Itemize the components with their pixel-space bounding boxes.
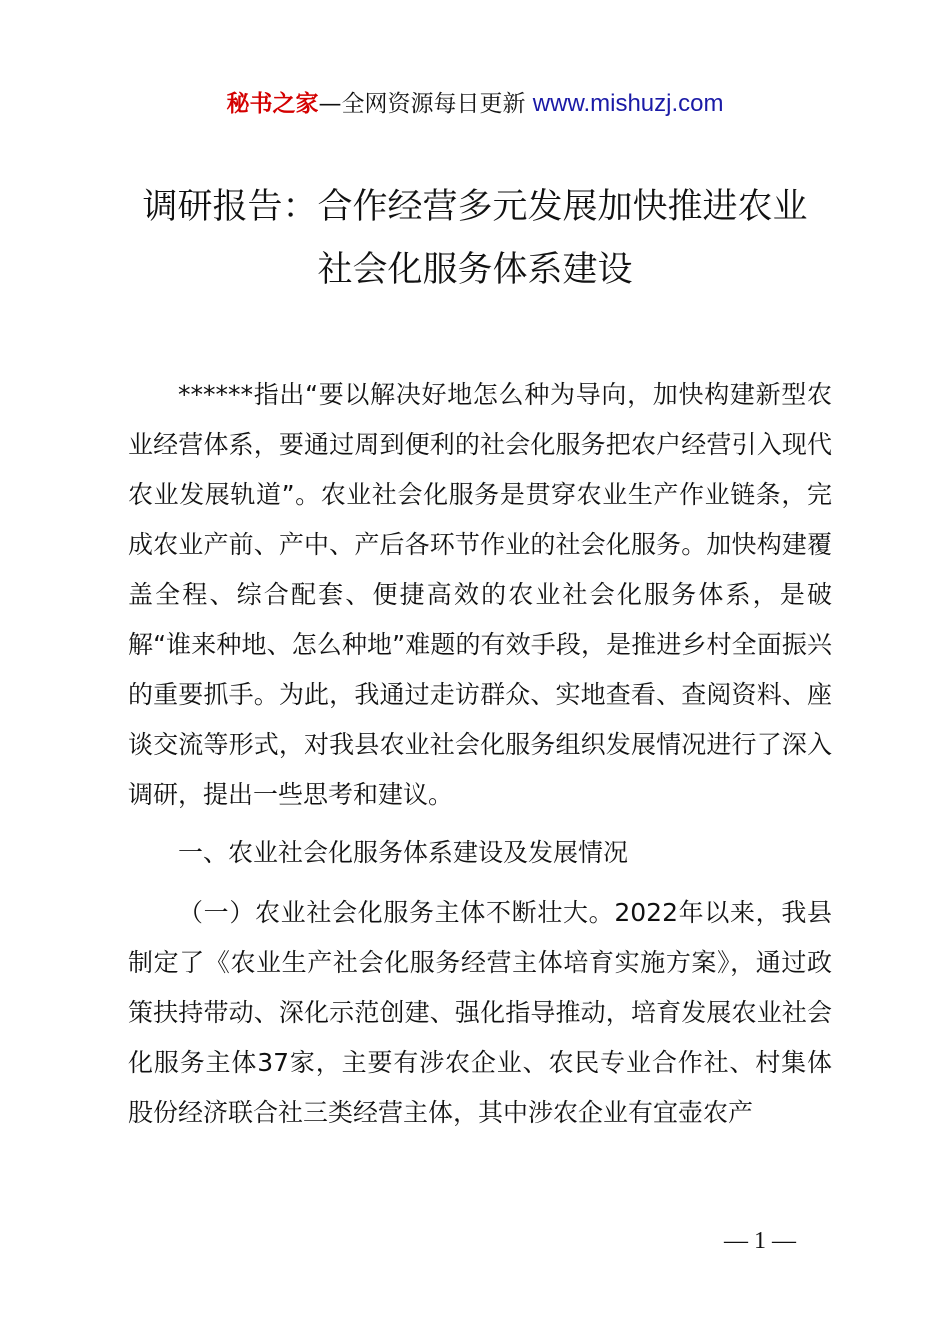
document-body <box>128 370 832 1138</box>
document-title-line-2: 社会化服务体系建设 <box>317 250 633 290</box>
page-number: — 1 — <box>724 1228 796 1254</box>
header-tagline: —全网资源每日更新 <box>318 91 526 117</box>
subsection-paragraph: （一）农业社会化服务主体不断壮大。2022年以来，我县制定了《农业生产社会化服务经营主体培育实施方案》，通过政策扶持带动、深化示范创建、强化指导推动，培育发展农业社会化服务主体37家，主要有涉农企业、农民专业合作社、村集体股份经济联合社三类经营主体，其中涉农企业有宜壶农产 <box>128 898 832 1127</box>
brand-name: 秘书之家 <box>226 91 319 117</box>
document-title-line-1: 调研报告：合作经营多元发展加快推进农业 <box>142 187 808 227</box>
site-header <box>0 88 950 120</box>
site-url-link[interactable]: www.mishuzj.com <box>532 90 724 117</box>
section-heading: 一、农业社会化服务体系建设及发展情况 <box>178 838 629 867</box>
intro-paragraph: ******指出“要以解决好地怎么种为导向，加快构建新型农业经营体系，要通过周到便利的社会化服务把农户经营引入现代农业发展轨道”。农业社会化服务是贯穿农业生产作业链条，完成农业产前、产中、产后各环节作业的社会化服务。加快构建覆盖全程、综合配套、便捷高效的农业社会化服务体系，是破解“谁来种地、怎么种地”难题的有效手段，是推进乡村全面振兴的重要抓手。为此，我通过走访群众、实地查看、查阅资料、座谈交流等形式，对我县农业社会化服务组织发展情况进行了深入调研，提出一些思考和建议。 <box>128 380 832 809</box>
